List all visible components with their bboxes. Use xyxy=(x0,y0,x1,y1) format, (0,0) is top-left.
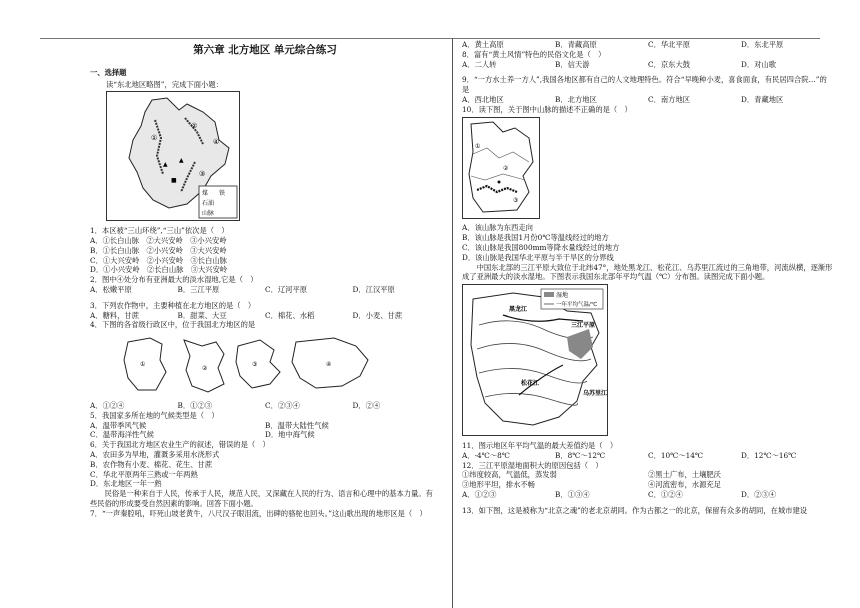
q4-option-c: C．②③④ xyxy=(265,400,300,410)
q5-option-b: B．温带大陆性气候 xyxy=(265,420,329,430)
page-title: 第六章 北方地区 单元综合练习 xyxy=(193,44,337,56)
q9-option-c: C．南方地区 xyxy=(648,94,691,104)
q6-option-a: A．农田多为旱地，灌溉多采用水浇形式 xyxy=(90,449,220,459)
q6-option-c: C．华北平原两年三熟或一年两熟 xyxy=(90,469,198,479)
q1-option-a: A．①长白山脉 ②大兴安岭 ③小兴安岭 xyxy=(90,235,227,245)
svg-text:③: ③ xyxy=(513,196,519,204)
q10-option-a: A．该山脉为东西走向 xyxy=(462,223,533,233)
q2-option-d: D．江汉平原 xyxy=(352,284,395,294)
q12-option-b: B．①③④ xyxy=(555,489,590,499)
q4-stem: 4．下图的各省级行政区中，位于我国北方地区的是 xyxy=(90,320,256,330)
q6-stem: 6．关于我国北方地区农业生产的叙述，错误的是（ ） xyxy=(90,440,270,450)
sanjiang-paragraph: 中国东北部的三江平原大致位于北纬47°，地处黑龙江、松花江、乌苏里江流过的三角地带，河流纵横，逐渐形成了亚洲最大的淡水湿地。下图表示我国东北部年平均气温（℃）分布图。读图完成下面小题。 xyxy=(462,262,833,282)
temperature-map xyxy=(462,284,608,436)
q10-option-b: B．该山脉是我国1月份0℃等温线经过的地方 xyxy=(462,233,609,243)
q7-option-d: D．东北平原 xyxy=(741,40,784,49)
q12-item-4: ④河流密布，水源充足 xyxy=(648,480,721,490)
svg-text:③: ③ xyxy=(252,361,258,369)
svg-text:②: ② xyxy=(191,122,198,131)
label-songhua-river: 松花江 xyxy=(521,380,540,388)
label-wusuli-river: 乌苏里江 xyxy=(583,390,608,398)
q8-option-c: C．京东大鼓 xyxy=(648,59,691,69)
q7-option-c: C．华北平原 xyxy=(648,40,691,49)
svg-text:①: ① xyxy=(151,134,158,143)
intro-text: 读“东北地区略图”，完成下面小题： xyxy=(106,79,223,89)
q8-option-d: D．对山歌 xyxy=(741,59,777,69)
q9-option-d: D．青藏地区 xyxy=(741,94,784,104)
label-sanjiang-plain: 三江平原 xyxy=(571,322,596,330)
q10-stem: 10．读下图，关于图中山脉的描述不正确的是（ ） xyxy=(462,104,632,114)
q5-option-a: A．温带季风气候 xyxy=(90,420,147,430)
q12-item-1: ①纬度较高，气温低，蒸发弱 xyxy=(462,470,557,480)
q12-item-2: ②黑土广布，土壤肥沃 xyxy=(648,470,721,480)
q1-option-d: D．①小兴安岭 ②长白山脉 ③大兴安岭 xyxy=(90,265,228,275)
q3-option-d: D．小麦、甘蔗 xyxy=(352,310,403,320)
q11-option-c: C．10℃～14℃ xyxy=(648,450,704,460)
q5-stem: 5．我国家多所在地的气候类型是（ ） xyxy=(90,410,219,420)
provinces-figure xyxy=(120,332,410,396)
right-column xyxy=(462,40,834,516)
q7-stem: 7．“一声秦腔吼，吓死山坡老黄牛，八尺汉子眼泪流，出碑的骆驼也回头。”这山歌出现的地形区是（ ） xyxy=(90,508,427,518)
q5-option-c: C．温带海洋性气候 xyxy=(90,430,154,440)
q12-option-c: C．①②④ xyxy=(648,489,683,499)
northeast-map xyxy=(106,91,240,221)
q10-option-d: D．该山脉是我国华北平原与半干旱区的分界线 xyxy=(462,252,614,262)
q12-item-3: ③地形平坦，排水不畅 xyxy=(462,480,535,490)
q13-stem: 13．如下图，这是被称为“北京之魂”的老北京胡同。作为古都之一的北京，保留有众多的胡同，在城市建设 xyxy=(462,505,808,515)
q2-option-a: A．松嫩平原 xyxy=(90,284,132,294)
q5-option-d: D．地中海气候 xyxy=(265,430,315,440)
svg-text:①: ① xyxy=(475,142,481,150)
legend-mountain: 山脉 xyxy=(202,210,215,218)
svg-text:②: ② xyxy=(503,164,509,172)
q7-option-b: B．青藏高原 xyxy=(555,40,597,49)
q1-option-b: B．①长白山脉 ②小兴安岭 ③大兴安岭 xyxy=(90,245,227,255)
q11-option-b: B．8℃～12℃ xyxy=(555,450,606,460)
label-heilongjiang: 黑龙江 xyxy=(509,306,528,314)
q3-option-a: A．糖料，甘蔗 xyxy=(90,310,140,320)
q11-option-a: A．-4℃～8℃ xyxy=(462,450,510,460)
column-divider xyxy=(452,38,453,608)
q8-option-a: A．二人转 xyxy=(462,59,497,69)
legend-wetland: 湿地 xyxy=(556,292,569,300)
q2-option-c: C．辽河平原 xyxy=(265,284,308,294)
q12-stem: 12．三江平原湿地面积大的原因包括（ ） xyxy=(462,460,603,470)
header-rule xyxy=(40,38,820,39)
q11-stem: 11．图示地区年平均气温的最大差值约是（ ） xyxy=(462,440,618,450)
q3-option-b: B．甜菜、大豆 xyxy=(177,310,227,320)
svg-text:■: ■ xyxy=(171,177,177,185)
folk-paragraph: 民俗是一种来自于人民，传承于人民，规范人民，又深藏在人民的行为、语言和心理中的基本力量。有些民俗的形成要受自然因素的影响。回答下面小题。 xyxy=(90,489,433,508)
q6-option-d: D．东北地区一年一熟 xyxy=(90,479,162,489)
svg-text:③: ③ xyxy=(199,170,206,179)
q12-option-a: A．①②③ xyxy=(462,489,497,499)
svg-text:②: ② xyxy=(202,365,208,373)
q8-option-b: B．信天游 xyxy=(555,59,590,69)
q9-option-a: A．西北地区 xyxy=(462,94,504,104)
q3-option-c: C．棉花、水稻 xyxy=(265,310,315,320)
q9-option-b: B．北方地区 xyxy=(555,94,597,104)
legend-iron: 铁 xyxy=(219,190,226,198)
q2-stem: 2．图中④处分布有亚洲最大的淡水湿地,它是（ ） xyxy=(90,275,258,285)
q3-stem: 3．下列农作物中，主要种植在北方地区的是（ ） xyxy=(90,300,256,310)
q6-option-b: B．农作物有小麦、棉花、花生、甘蔗 xyxy=(90,459,213,469)
svg-text:▲: ▲ xyxy=(163,161,168,169)
q8-stem: 8．富有“黄土风情”特色的民俗文化是（ ） xyxy=(462,49,606,59)
svg-text:④: ④ xyxy=(213,138,220,147)
q4-option-b: B．①②③ xyxy=(177,400,213,410)
svg-text:①: ① xyxy=(140,361,146,369)
q4-option-d: D．②④ xyxy=(352,400,381,410)
q10-option-c: C．该山脉是我国800mm等降水量线经过的地方 xyxy=(462,242,620,252)
section-heading: 一、选择题 xyxy=(90,67,127,77)
mountain-map xyxy=(462,117,540,219)
q11-option-d: D．12℃～16℃ xyxy=(741,450,797,460)
q1-stem: 1．本区被“三山环绕”,“三山”依次是（ ） xyxy=(90,226,229,236)
svg-text:④: ④ xyxy=(326,361,332,369)
q2-option-b: B．三江平原 xyxy=(177,284,220,294)
legend-isotherm: 一年平均气温/℃ xyxy=(556,302,598,309)
q7-option-a: A．黄土高原 xyxy=(462,40,504,49)
svg-text:▲: ▲ xyxy=(179,157,184,165)
legend-oil: 石油 xyxy=(202,200,215,208)
q1-option-c: C．①大兴安岭 ②小兴安岭 ③长白山脉 xyxy=(90,255,227,265)
legend-coal: 煤 xyxy=(202,190,209,198)
q12-option-d: D．②③④ xyxy=(741,489,777,499)
q9-stem: 9．“一方水土养一方人”,我国各地区都有自己的人文地理特色。符合“早晚种小麦，喜食面食，有民居四合院…”的是 xyxy=(462,75,827,95)
left-column xyxy=(90,40,440,519)
q4-option-a: A．①②④ xyxy=(90,400,125,410)
